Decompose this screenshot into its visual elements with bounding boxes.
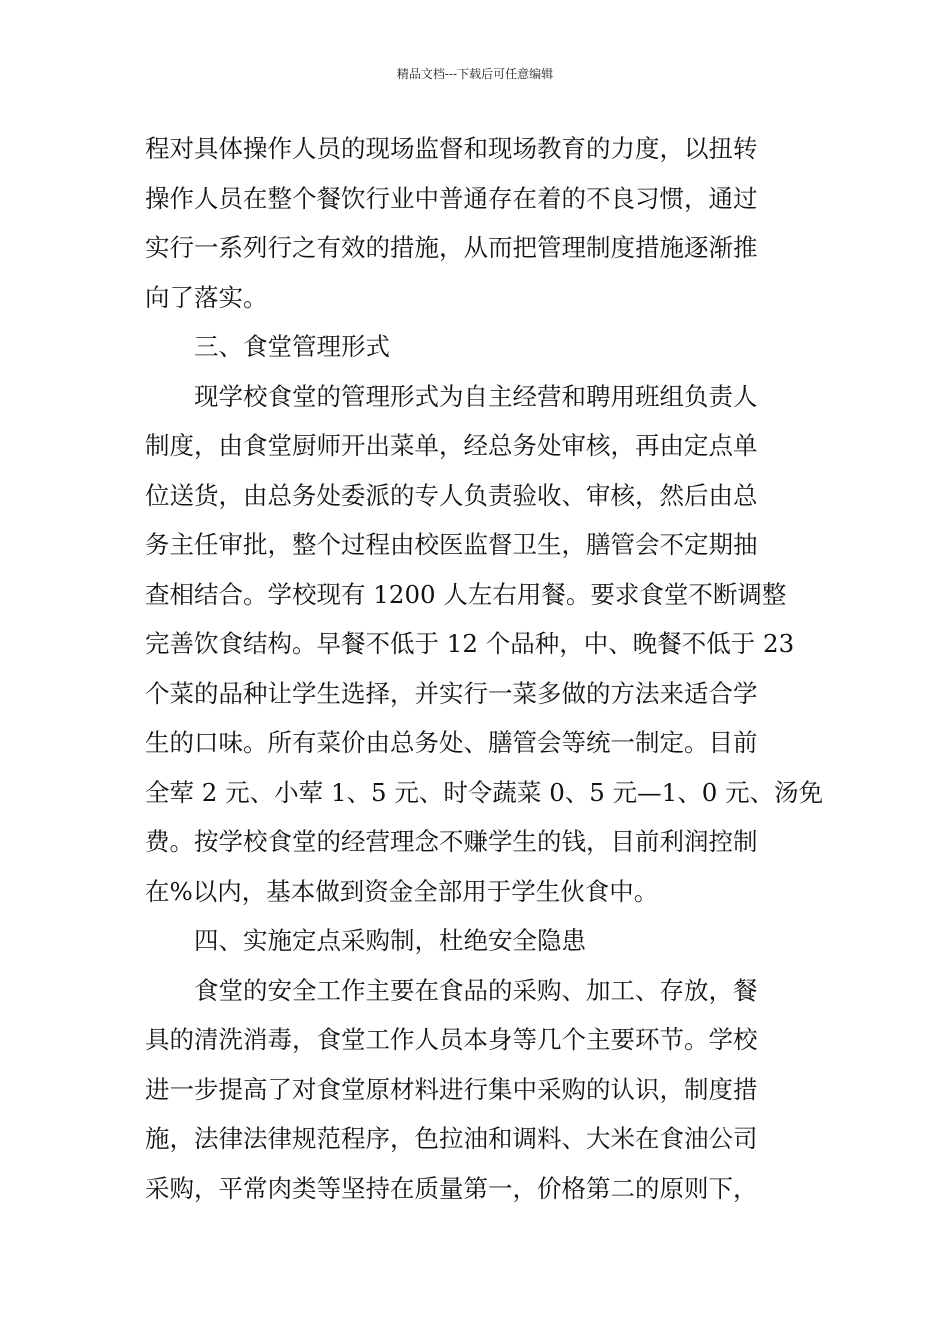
paragraph-line: 食堂的安全工作主要在食品的采购、加工、存放，餐 xyxy=(194,975,758,1005)
paragraph-line: 程对具体操作人员的现场监督和现场教育的力度，以扭转 xyxy=(145,134,758,163)
paragraph-line: 全荤 2 元、小荤 1、5 元、时令蔬菜 0、5 元—1、0 元、汤免 xyxy=(145,777,824,807)
paragraph-line: 进一步提高了对食堂原材料进行集中采购的认识，制度措 xyxy=(145,1074,758,1104)
paragraph-line: 实行一系列行之有效的措施，从而把管理制度措施逐渐推 xyxy=(145,233,758,262)
section-heading: 三、食堂管理形式 xyxy=(194,332,390,361)
document-body xyxy=(145,124,824,1213)
page-header: 精品文档---下载后可任意编辑 xyxy=(396,67,554,81)
paragraph-line: 查相结合。学校现有 1200 人左右用餐。要求食堂不断调整 xyxy=(145,579,787,609)
paragraph-line: 采购，平常肉类等坚持在质量第一，价格第二的原则下， xyxy=(145,1173,758,1203)
paragraph-line: 生的口味。所有菜价由总务处、膳管会等统一制定。目前 xyxy=(145,728,758,757)
paragraph-line: 费。按学校食堂的经营理念不赚学生的钱，目前利润控制 xyxy=(145,827,758,856)
paragraph-line: 位送货，由总务处委派的专人负责验收、审核，然后由总 xyxy=(145,480,758,510)
paragraph-line: 制度，由食堂厨师开出菜单，经总务处审核，再由定点单 xyxy=(145,431,758,460)
paragraph-line: 个菜的品种让学生选择，并实行一菜多做的方法来适合学 xyxy=(145,678,758,708)
paragraph-line: 现学校食堂的管理形式为自主经营和聘用班组负责人 xyxy=(194,381,758,411)
paragraph-line: 务主任审批，整个过程由校医监督卫生，膳管会不定期抽 xyxy=(145,530,758,559)
paragraph-line: 在%以内，基本做到资金全部用于学生伙食中。 xyxy=(145,876,659,906)
paragraph-line: 施，法律法律规范程序，色拉油和调料、大米在食油公司 xyxy=(145,1124,758,1153)
paragraph-line: 向了落实。 xyxy=(145,282,268,312)
section-heading: 四、实施定点采购制，杜绝安全隐患 xyxy=(194,926,586,955)
paragraph-line: 操作人员在整个餐饮行业中普通存在着的不良习惯，通过 xyxy=(145,183,758,213)
paragraph-line: 具的清洗消毒，食堂工作人员本身等几个主要环节。学校 xyxy=(145,1025,758,1054)
paragraph-line: 完善饮食结构。早餐不低于 12 个品种，中、晚餐不低于 23 xyxy=(145,629,795,658)
